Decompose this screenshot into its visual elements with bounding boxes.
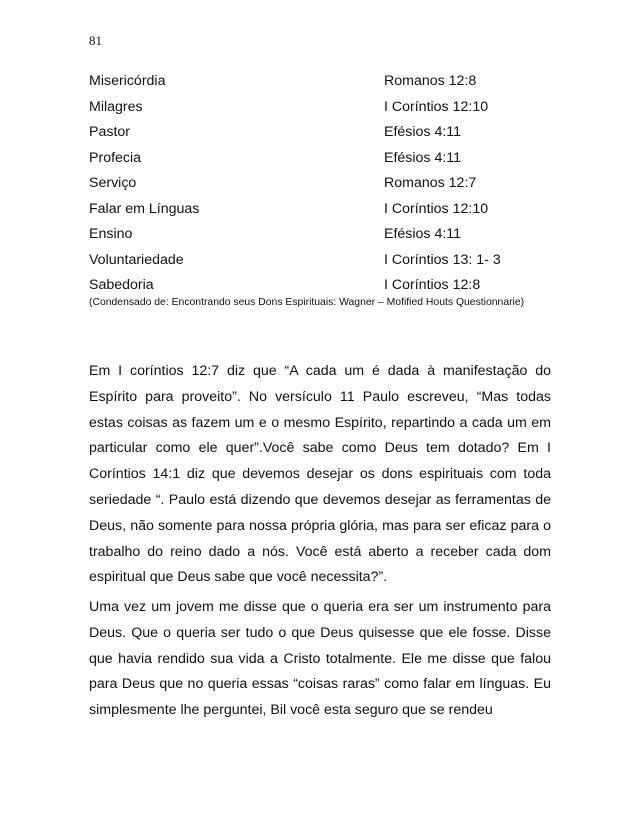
page-number: 81 (89, 33, 102, 48)
bible-reference: I Coríntios 12:10 (384, 98, 489, 115)
gift-row (89, 250, 559, 276)
bible-reference: Efésios 4:11 (384, 124, 462, 140)
gift-name: Misericórdia (89, 73, 166, 89)
bible-reference: I Coríntios 13: 1- 3 (384, 251, 501, 268)
source-note: (Condensado de: Encontrando seus Dons Espirituais: Wagner – Mofified Houts Questionnarie) (89, 297, 525, 308)
gift-row (89, 199, 559, 225)
bible-reference: Efésios 4:11 (384, 226, 462, 242)
gift-row (89, 173, 559, 199)
gift-row (89, 148, 559, 174)
gift-name: Falar em Línguas (89, 200, 200, 217)
gift-row (89, 224, 559, 250)
gift-name: Sabedoria (89, 277, 154, 293)
gift-name: Voluntariedade (89, 251, 184, 268)
bible-reference: Efésios 4:11 (384, 149, 462, 166)
gift-row (89, 97, 559, 123)
gift-name: Pastor (89, 124, 131, 140)
gift-name: Profecia (89, 149, 142, 166)
bible-reference: Romanos 12:7 (384, 175, 477, 191)
body-paragraph: Em I coríntios 12:7 diz que “A cada um é dada à manifestação do Espírito para proveito”. No versículo 11 Paulo escreveu, “Mas todas estas coisas as fazem um e o mesmo Espírito, repartindo a cada um em particular como ele quer”.Você sabe como Deus tem dotado? Em I Coríntios 14:1 diz que devemos desejar os dons espirituais com toda seriedade “. Paulo está dizendo que devemos desejar as ferramentas de Deus, não somente para nossa própria glória, mas para ser eficaz para o trabalho do reino dado a nós. Você está aberto a receber cada dom espiritual que Deus sabe que você necessita?”. (89, 363, 551, 586)
body-paragraph: Uma vez um jovem me disse que o queria era ser um instrumento para Deus. Que o queria ser tudo o que Deus quisesse que ele fosse. Disse que havia rendido sua vida a Cristo totalmente. Ele me disse que falou para Deus que no queria essas “coisas raras” como falar em línguas. Eu simplesmente lhe perguntei, Bil você esta seguro que se rendeu (89, 599, 551, 719)
spiritual-gifts-list (89, 71, 559, 301)
gift-name: Ensino (89, 226, 133, 242)
gift-name: Serviço (89, 175, 137, 191)
bible-reference: Romanos 12:8 (384, 73, 477, 89)
gift-row (89, 71, 559, 97)
bible-reference: I Coríntios 12:8 (384, 277, 481, 293)
gift-name: Milagres (89, 98, 143, 115)
gift-row (89, 122, 559, 148)
bible-reference: I Coríntios 12:10 (384, 200, 489, 217)
